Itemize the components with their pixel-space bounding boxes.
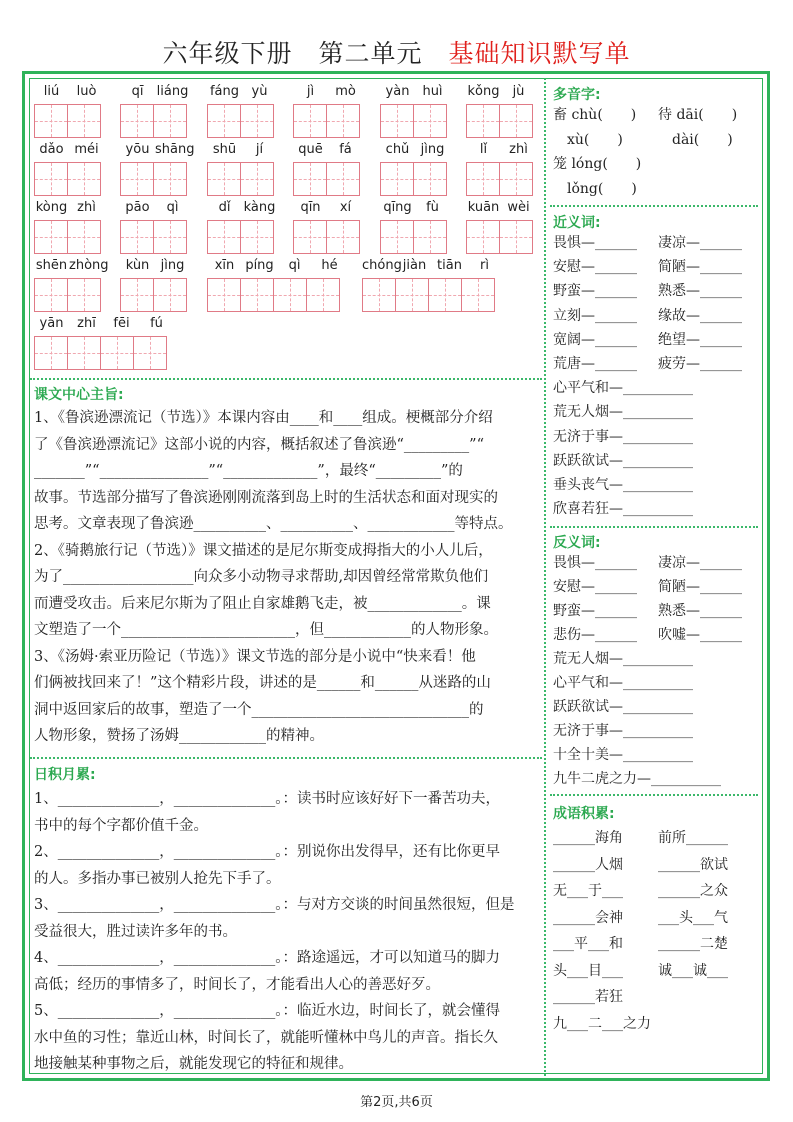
exercise-item[interactable]: 安慰—______ <box>553 259 637 276</box>
text-line: 文塑造了一个________________________，但____________的人物形象。 <box>34 622 498 638</box>
pinyin-syllable: chóng <box>362 258 402 273</box>
exercise-item[interactable]: 心平气和—__________ <box>553 675 693 691</box>
character-writing-box[interactable] <box>499 162 533 196</box>
text-line: 洞中返回家后的故事，塑造了一个______________________________的 <box>34 701 484 718</box>
accumulation-heading: 日积月累: <box>34 767 96 783</box>
pinyin-syllable: shāng <box>155 142 195 157</box>
exercise-item[interactable] <box>658 152 763 177</box>
exercise-item[interactable]: 野蛮—______ <box>553 283 637 300</box>
exercise-row <box>553 425 763 449</box>
pinyin-syllable: píng <box>245 258 274 273</box>
character-writing-box[interactable] <box>306 278 340 312</box>
exercise-row <box>553 852 763 879</box>
character-writing-box[interactable] <box>34 220 68 254</box>
exercise-item[interactable]: 垂头丧气—__________ <box>553 476 693 493</box>
exercise-item[interactable]: ______二楚 <box>658 936 728 952</box>
exercise-item[interactable]: 荒无人烟—__________ <box>553 404 693 421</box>
theme-heading: 课文中心主旨: <box>34 387 124 403</box>
exercise-item[interactable]: ______人烟 <box>553 856 623 873</box>
pinyin-word <box>34 316 174 370</box>
exercise-item[interactable]: 无济于事—__________ <box>553 723 693 739</box>
exercise-row <box>553 1011 763 1038</box>
text-line: 受益很大，胜过读许多年的书。 <box>34 923 237 940</box>
character-writing-box[interactable] <box>362 278 396 312</box>
pinyin-syllable: zhī <box>77 316 96 331</box>
pinyin-word <box>34 258 109 312</box>
pinyin-syllable: liáng <box>156 84 189 99</box>
exercise-row <box>553 931 763 958</box>
character-writing-box[interactable] <box>34 162 68 196</box>
character-writing-box[interactable] <box>466 104 500 138</box>
character-writing-box[interactable] <box>120 162 154 196</box>
pinyin-syllable: yōu <box>125 142 150 157</box>
text-line: 的人。多指办事已被别人抢先下手了。 <box>34 870 281 887</box>
character-writing-box[interactable] <box>153 220 187 254</box>
divider <box>30 757 542 759</box>
pinyin-word <box>207 258 347 312</box>
text-line: 1、《鲁滨逊漂流记（节选）》本课内容由____和____组成。梗概部分介绍 <box>34 410 493 426</box>
pinyin-syllable: wèi <box>507 200 530 215</box>
character-writing-box[interactable] <box>67 336 101 370</box>
pinyin-syllable: hé <box>321 258 338 273</box>
exercise-item[interactable]: 无济于事—__________ <box>553 428 693 445</box>
page-number: 第2页,共6页 <box>360 1095 433 1110</box>
exercise-item[interactable]: 心平气和—__________ <box>553 380 693 397</box>
exercise-row <box>553 473 763 497</box>
exercise-item[interactable]: 简陋—______ <box>658 259 742 276</box>
text-line: 5、______________，______________。：临近水边，时间长了，就会懂得 <box>34 1003 500 1019</box>
exercise-item[interactable]: 立刻—______ <box>553 307 637 324</box>
exercise-item[interactable]: 欣喜若狂—__________ <box>553 501 693 518</box>
character-writing-box[interactable] <box>395 278 429 312</box>
exercise-item[interactable]: 悲伤—______ <box>553 627 637 643</box>
exercise-row <box>553 497 763 521</box>
polyphones-list <box>553 103 763 201</box>
character-writing-box[interactable] <box>207 162 241 196</box>
synonyms-list <box>553 231 763 521</box>
exercise-item[interactable] <box>693 473 763 497</box>
character-writing-box[interactable] <box>326 220 360 254</box>
exercise-item[interactable] <box>693 376 763 400</box>
exercise-item[interactable]: xù( ) <box>553 131 623 148</box>
divider <box>550 205 758 207</box>
pinyin-word <box>34 84 104 138</box>
exercise-item[interactable]: 十全十美—__________ <box>553 747 693 763</box>
exercise-row <box>553 231 763 255</box>
pinyin-syllable: qì <box>288 258 301 273</box>
exercise-item[interactable] <box>658 1011 763 1038</box>
exercise-item[interactable]: 熟悉—______ <box>658 283 742 300</box>
pinyin-syllable: shēn <box>35 258 68 273</box>
exercise-row <box>553 825 763 852</box>
exercise-item[interactable] <box>693 647 763 671</box>
divider <box>550 794 758 796</box>
pinyin-syllable: huì <box>422 84 443 99</box>
exercise-item[interactable]: ___平___和 <box>553 936 623 952</box>
character-writing-box[interactable] <box>67 220 101 254</box>
character-writing-box[interactable] <box>67 278 101 312</box>
pinyin-word <box>34 142 104 196</box>
exercise-item[interactable]: ______会神 <box>553 909 623 926</box>
character-writing-box[interactable] <box>240 278 274 312</box>
text-line: 们俩被找回来了！”这个精彩片段，讲述的是______和______从迷路的山 <box>34 675 491 691</box>
character-writing-box[interactable] <box>207 278 241 312</box>
text-line: 4、______________，______________。：路途遥远，才可以知道马的脚力 <box>34 950 500 966</box>
text-line: 水中鱼的习性；靠近山林，时间长了，就能听懂林中鸟儿的声音。指长久 <box>34 1029 498 1046</box>
pinyin-syllable: mò <box>335 84 356 99</box>
character-writing-box[interactable] <box>461 278 495 312</box>
exercise-item[interactable]: 畏惧—______ <box>553 555 637 571</box>
pinyin-syllable: méi <box>74 142 99 157</box>
character-writing-box[interactable] <box>428 278 462 312</box>
character-writing-box[interactable] <box>120 278 154 312</box>
theme-text <box>34 405 540 750</box>
text-line: 2、______________，______________。：别说你出发得早，还有比你更早 <box>34 844 500 860</box>
text-line: 故事。节选部分描写了鲁滨逊刚刚流落到岛上时的生活状态和面对现实的 <box>34 489 498 506</box>
exercise-item[interactable]: 熟悉—______ <box>658 603 742 619</box>
character-writing-box[interactable] <box>466 162 500 196</box>
exercise-item[interactable]: 九___二___之力 <box>553 1015 651 1032</box>
page-title: 六年级下册 第二单元 基础知识默写单 <box>162 39 631 68</box>
text-line: 1、______________，______________。：读书时应该好好下一番苦功夫， <box>34 791 500 807</box>
exercise-item[interactable]: 简陋—______ <box>658 579 742 595</box>
exercise-item[interactable] <box>658 984 763 1011</box>
text-line: 2、《骑鹅旅行记（节选）》课文描述的是尼尔斯变成拇指大的小人儿后， <box>34 542 493 559</box>
text-line: 地接触某种事物之后，就能发现它的特征和规律。 <box>34 1056 353 1072</box>
pinyin-syllable: qì <box>166 200 179 215</box>
exercise-item[interactable]: 安慰—______ <box>553 579 637 595</box>
exercise-item[interactable]: ___头___气 <box>658 909 728 926</box>
exercise-item[interactable]: 前所______ <box>658 830 728 846</box>
character-writing-box[interactable] <box>380 220 414 254</box>
pinyin-syllable: luò <box>76 84 97 99</box>
pinyin-syllable: fú <box>150 316 163 331</box>
pinyin-word <box>466 84 536 138</box>
pinyin-word <box>120 84 190 138</box>
exercise-item[interactable]: ______若狂 <box>553 989 623 1005</box>
character-writing-box[interactable] <box>413 220 447 254</box>
exercise-row <box>553 671 763 695</box>
character-writing-box[interactable] <box>120 104 154 138</box>
pinyin-syllable: kùn <box>125 258 150 273</box>
exercise-item[interactable]: 笼 lóng( ) <box>553 156 642 172</box>
exercise-item[interactable]: 疲劳—______ <box>658 355 742 372</box>
pinyin-syllable: lǐ <box>479 142 488 157</box>
pinyin-syllable: kuān <box>467 200 500 215</box>
exercise-row <box>553 958 763 985</box>
exercise-row <box>553 400 763 424</box>
exercise-row <box>553 551 763 575</box>
pinyin-word <box>466 200 536 254</box>
exercise-row <box>553 599 763 623</box>
exercise-row <box>553 878 763 905</box>
character-writing-box[interactable] <box>207 220 241 254</box>
character-writing-box[interactable] <box>380 104 414 138</box>
exercise-row <box>553 767 763 791</box>
character-writing-box[interactable] <box>273 278 307 312</box>
pinyin-syllable: zhì <box>77 200 96 215</box>
character-writing-box[interactable] <box>120 220 154 254</box>
exercise-row <box>553 152 763 177</box>
exercise-item[interactable] <box>721 767 763 791</box>
idioms-list <box>553 825 763 1037</box>
pinyin-syllable: zhòng <box>69 258 109 273</box>
character-writing-box[interactable] <box>240 162 274 196</box>
pinyin-word <box>207 200 277 254</box>
exercise-item[interactable] <box>693 743 763 767</box>
character-writing-box[interactable] <box>133 336 167 370</box>
exercise-item[interactable]: ______海角 <box>553 830 623 846</box>
character-writing-box[interactable] <box>67 104 101 138</box>
text-line: 为了__________________向众多小动物寻求帮助,却因曾经常常欺负他们 <box>34 569 489 585</box>
character-writing-box[interactable] <box>34 336 68 370</box>
exercise-row <box>553 103 763 128</box>
exercise-row <box>553 743 763 767</box>
divider <box>30 378 542 380</box>
pinyin-word <box>380 84 450 138</box>
exercise-row <box>553 623 763 647</box>
text-line: _______”“_______________”“_____________”，最终“_________”的 <box>34 463 463 479</box>
pinyin-syllable: shū <box>212 142 237 157</box>
exercise-item[interactable] <box>693 497 763 521</box>
exercise-item[interactable]: ______之众 <box>658 883 728 899</box>
exercise-row <box>553 352 763 376</box>
pinyin-word <box>120 142 195 196</box>
pinyin-syllable: jìng <box>420 142 445 157</box>
exercise-row <box>553 905 763 932</box>
exercise-item[interactable]: 待 dāi( ) <box>658 107 738 123</box>
character-writing-box[interactable] <box>413 162 447 196</box>
character-writing-box[interactable] <box>207 104 241 138</box>
text-line: 人物形象，赞扬了汤姆____________的精神。 <box>34 728 324 744</box>
character-writing-box[interactable] <box>153 104 187 138</box>
text-line: 了《鲁滨逊漂流记》这部小说的内容，概括叙述了鲁滨逊“_________”“ <box>34 436 484 453</box>
pinyin-syllable: fù <box>426 200 439 215</box>
pinyin-syllable: yàn <box>385 84 410 99</box>
pinyin-syllable: kòng <box>35 200 68 215</box>
pinyin-word <box>207 142 277 196</box>
pinyin-word <box>380 200 450 254</box>
character-writing-box[interactable] <box>240 220 274 254</box>
pinyin-word <box>207 84 277 138</box>
pinyin-word <box>362 258 502 312</box>
character-writing-box[interactable] <box>413 104 447 138</box>
pinyin-syllable: qī <box>131 84 144 99</box>
pinyin-syllable: jí <box>255 142 264 157</box>
text-line: 3、______________，______________。：与对方交谈的时间虽然很短，但是 <box>34 897 515 913</box>
exercise-item[interactable]: 荒无人烟—__________ <box>553 651 693 667</box>
antonyms-list <box>553 551 763 791</box>
exercise-item[interactable]: 野蛮—______ <box>553 603 637 619</box>
pinyin-word <box>120 258 190 312</box>
character-writing-box[interactable] <box>34 104 68 138</box>
exercise-row <box>553 255 763 279</box>
pinyin-syllable: fáng <box>209 84 240 99</box>
exercise-item[interactable]: 绝望—______ <box>658 331 742 348</box>
exercise-item[interactable]: 缘故—______ <box>658 307 742 324</box>
character-writing-box[interactable] <box>499 104 533 138</box>
title-highlight: 基础知识默写单 <box>448 39 631 68</box>
exercise-item[interactable] <box>693 671 763 695</box>
character-writing-box[interactable] <box>326 162 360 196</box>
pinyin-syllable: kàng <box>243 200 276 215</box>
pinyin-syllable: tiān <box>437 258 462 273</box>
exercise-row <box>553 128 763 153</box>
exercise-item[interactable] <box>693 695 763 719</box>
exercise-item[interactable]: 宽阔—______ <box>553 331 637 348</box>
pinyin-word <box>380 142 450 196</box>
exercise-item[interactable]: 凄凉—______ <box>658 235 742 251</box>
pinyin-word <box>293 84 363 138</box>
pinyin-syllable: fēi <box>113 316 130 331</box>
pinyin-syllable: jiàn <box>402 258 427 273</box>
exercise-item[interactable]: 吹嘘—______ <box>658 627 742 643</box>
pinyin-word <box>466 142 536 196</box>
exercise-item[interactable]: 跃跃欲试—__________ <box>553 699 693 715</box>
synonyms-heading: 近义词: <box>553 215 601 231</box>
exercise-item[interactable] <box>693 719 763 743</box>
exercise-item[interactable] <box>658 177 763 202</box>
character-writing-box[interactable] <box>293 220 327 254</box>
exercise-item[interactable]: 畜 chù( ) <box>553 107 637 123</box>
exercise-item[interactable]: 九牛二虎之力—__________ <box>553 771 721 787</box>
exercise-item[interactable] <box>693 449 763 473</box>
exercise-item[interactable]: 凄凉—______ <box>658 555 742 571</box>
exercise-item[interactable]: 荒唐—______ <box>553 355 637 372</box>
exercise-row <box>553 647 763 671</box>
pinyin-syllable: dǐ <box>218 200 231 215</box>
character-writing-box[interactable] <box>153 162 187 196</box>
exercise-item[interactable]: 诚___诚___ <box>658 962 728 979</box>
character-writing-box[interactable] <box>34 278 68 312</box>
character-writing-box[interactable] <box>240 104 274 138</box>
pinyin-syllable: dǎo <box>39 142 64 157</box>
exercise-item[interactable] <box>693 400 763 424</box>
pinyin-syllable: jù <box>512 84 525 99</box>
pinyin-syllable: kǒng <box>467 84 500 99</box>
exercise-row <box>553 177 763 202</box>
pinyin-syllable: yù <box>251 84 268 99</box>
pinyin-syllable: rì <box>480 258 489 273</box>
character-writing-box[interactable] <box>153 278 187 312</box>
pinyin-syllable: pāo <box>125 200 150 215</box>
divider <box>550 526 758 528</box>
exercise-item[interactable]: 跃跃欲试—__________ <box>553 452 693 469</box>
pinyin-word <box>120 200 190 254</box>
character-writing-box[interactable] <box>380 162 414 196</box>
antonyms-heading: 反义词: <box>553 535 601 551</box>
exercise-item[interactable]: lǒng( ) <box>553 180 637 197</box>
pinyin-word <box>293 142 363 196</box>
pinyin-syllable: jì <box>306 84 315 99</box>
exercise-row <box>553 984 763 1011</box>
character-writing-box[interactable] <box>100 336 134 370</box>
column-divider <box>544 78 546 1076</box>
exercise-row <box>553 328 763 352</box>
character-writing-box[interactable] <box>499 220 533 254</box>
pinyin-syllable: jìng <box>160 258 185 273</box>
character-writing-box[interactable] <box>293 162 327 196</box>
character-writing-box[interactable] <box>326 104 360 138</box>
exercise-row <box>553 575 763 599</box>
pinyin-syllable: chǔ <box>385 142 410 157</box>
pinyin-syllable: qīng <box>383 200 412 215</box>
exercise-row <box>553 719 763 743</box>
polyphones-heading: 多音字: <box>553 87 601 103</box>
exercise-row <box>553 376 763 400</box>
exercise-item[interactable]: 畏惧—______ <box>553 235 637 251</box>
text-line: 高低；经历的事情多了，时间长了，才能看出人心的善恶好歹。 <box>34 976 440 993</box>
exercise-row <box>553 279 763 303</box>
pinyin-syllable: yān <box>39 316 64 331</box>
exercise-item[interactable]: 无___于___ <box>553 883 623 899</box>
pinyin-word <box>34 200 104 254</box>
exercise-item[interactable] <box>693 425 763 449</box>
pinyin-syllable: zhì <box>509 142 528 157</box>
exercise-row <box>553 695 763 719</box>
exercise-row <box>553 449 763 473</box>
idioms-heading: 成语积累: <box>553 806 615 822</box>
exercise-item[interactable]: dài( ) <box>658 131 733 148</box>
text-line: 而遭受攻击。后来尼尔斯为了阻止自家雄鹅飞走，被_____________。课 <box>34 595 491 612</box>
character-writing-box[interactable] <box>466 220 500 254</box>
exercise-item[interactable]: 头___目___ <box>553 962 623 979</box>
text-line: 书中的每个字都价值千金。 <box>34 817 208 834</box>
text-line: 3、《汤姆·索亚历险记（节选）》课文节选的部分是小说中“快来看！他 <box>34 648 476 665</box>
exercise-item[interactable]: ______欲试 <box>658 856 728 873</box>
pinyin-syllable: liú <box>43 84 60 99</box>
pinyin-syllable: quē <box>298 142 323 157</box>
pinyin-syllable: xīn <box>214 258 235 273</box>
character-writing-box[interactable] <box>293 104 327 138</box>
pinyin-syllable: fá <box>339 142 352 157</box>
pinyin-syllable: xí <box>339 200 352 215</box>
character-writing-box[interactable] <box>67 162 101 196</box>
accumulation-text <box>34 786 540 1078</box>
pinyin-word <box>293 200 363 254</box>
pinyin-syllable: qīn <box>300 200 321 215</box>
text-line: 思考。文章表现了鲁滨逊__________、__________、____________等特点。 <box>34 516 513 532</box>
exercise-row <box>553 304 763 328</box>
